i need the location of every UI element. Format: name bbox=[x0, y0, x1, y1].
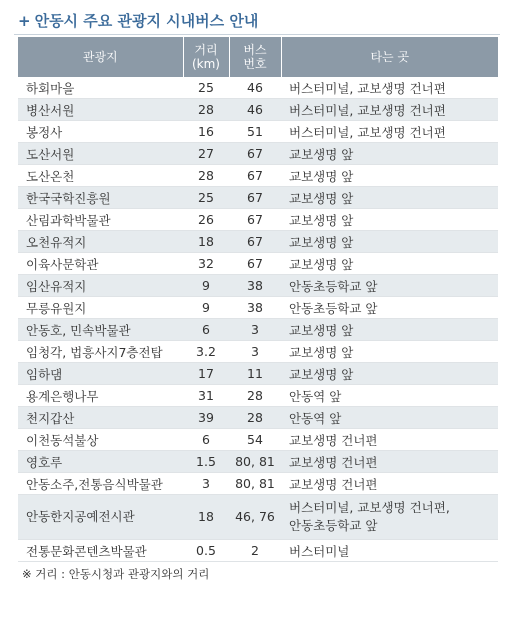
spot-cell: 하회마을 bbox=[18, 77, 183, 99]
page-title bbox=[18, 10, 258, 30]
distance-cell: 6 bbox=[183, 429, 229, 451]
boarding-stop-cell: 버스터미널 bbox=[281, 540, 498, 562]
boarding-stop-cell: 교보생명 앞 bbox=[281, 363, 498, 385]
table-row bbox=[18, 341, 498, 363]
distance-cell: 28 bbox=[183, 99, 229, 121]
bus-number-cell: 51 bbox=[229, 121, 281, 143]
spot-cell: 임산유적지 bbox=[18, 275, 183, 297]
header-spot: 관광지 bbox=[18, 37, 183, 77]
distance-cell: 25 bbox=[183, 187, 229, 209]
distance-cell: 9 bbox=[183, 297, 229, 319]
bus-number-cell: 67 bbox=[229, 231, 281, 253]
distance-cell: 9 bbox=[183, 275, 229, 297]
boarding-stop-cell: 교보생명 앞 bbox=[281, 165, 498, 187]
bus-number-cell: 28 bbox=[229, 385, 281, 407]
distance-cell: 3 bbox=[183, 473, 229, 495]
bus-guide-table bbox=[18, 37, 498, 562]
bus-number-cell: 80, 81 bbox=[229, 451, 281, 473]
distance-cell: 3.2 bbox=[183, 341, 229, 363]
spot-cell: 안동소주,전통음식박물관 bbox=[18, 473, 183, 495]
bus-number-cell: 2 bbox=[229, 540, 281, 562]
boarding-stop-cell: 교보생명 건너편 bbox=[281, 451, 498, 473]
bus-number-cell: 80, 81 bbox=[229, 473, 281, 495]
spot-cell: 한국국학진흥원 bbox=[18, 187, 183, 209]
boarding-stop-cell: 교보생명 건너편 bbox=[281, 429, 498, 451]
title-text: 안동시 주요 관광지 시내버스 안내 bbox=[34, 12, 259, 30]
table-header-row bbox=[18, 37, 498, 77]
table-row bbox=[18, 540, 498, 562]
bus-number-cell: 67 bbox=[229, 253, 281, 275]
bus-number-cell: 38 bbox=[229, 297, 281, 319]
table-row bbox=[18, 143, 498, 165]
table-row bbox=[18, 99, 498, 121]
table-row bbox=[18, 385, 498, 407]
table-row bbox=[18, 495, 498, 540]
boarding-stop-cell: 교보생명 앞 bbox=[281, 341, 498, 363]
title-divider bbox=[14, 34, 500, 35]
boarding-stop-cell: 안동역 앞 bbox=[281, 385, 498, 407]
spot-cell: 안동한지공예전시관 bbox=[18, 495, 183, 540]
header-bus-number: 버스 번호 bbox=[229, 37, 281, 77]
spot-cell: 이육사문학관 bbox=[18, 253, 183, 275]
bus-number-cell: 46, 76 bbox=[229, 495, 281, 540]
table-row bbox=[18, 275, 498, 297]
distance-cell: 18 bbox=[183, 495, 229, 540]
bus-number-cell: 54 bbox=[229, 429, 281, 451]
table-row bbox=[18, 407, 498, 429]
distance-cell: 25 bbox=[183, 77, 229, 99]
boarding-stop-cell: 안동역 앞 bbox=[281, 407, 498, 429]
boarding-stop-cell: 교보생명 건너편 bbox=[281, 473, 498, 495]
bus-number-cell: 38 bbox=[229, 275, 281, 297]
distance-cell: 1.5 bbox=[183, 451, 229, 473]
bus-number-cell: 67 bbox=[229, 209, 281, 231]
spot-cell: 병산서원 bbox=[18, 99, 183, 121]
spot-cell: 이천동석불상 bbox=[18, 429, 183, 451]
table-row bbox=[18, 363, 498, 385]
bus-number-cell: 46 bbox=[229, 99, 281, 121]
bus-number-cell: 67 bbox=[229, 143, 281, 165]
distance-cell: 18 bbox=[183, 231, 229, 253]
boarding-stop-cell: 안동초등학교 앞 bbox=[281, 275, 498, 297]
table-row bbox=[18, 297, 498, 319]
distance-cell: 16 bbox=[183, 121, 229, 143]
boarding-stop-cell: 버스터미널, 교보생명 건너편 bbox=[281, 99, 498, 121]
boarding-stop-cell: 교보생명 앞 bbox=[281, 143, 498, 165]
spot-cell: 용계은행나무 bbox=[18, 385, 183, 407]
distance-cell: 0.5 bbox=[183, 540, 229, 562]
boarding-stop-cell: 버스터미널, 교보생명 건너편 bbox=[281, 121, 498, 143]
table-row bbox=[18, 253, 498, 275]
spot-cell: 영호루 bbox=[18, 451, 183, 473]
distance-cell: 26 bbox=[183, 209, 229, 231]
table-row bbox=[18, 209, 498, 231]
table-row bbox=[18, 319, 498, 341]
bus-number-cell: 46 bbox=[229, 77, 281, 99]
footnote: ※ 거리 : 안동시청과 관광지와의 거리 bbox=[22, 567, 210, 581]
boarding-stop-cell: 버스터미널, 교보생명 건너편 bbox=[281, 77, 498, 99]
bus-number-cell: 67 bbox=[229, 165, 281, 187]
distance-cell: 17 bbox=[183, 363, 229, 385]
boarding-stop-cell: 교보생명 앞 bbox=[281, 231, 498, 253]
bus-number-cell: 3 bbox=[229, 341, 281, 363]
spot-cell: 임청각, 법흥사지7층전탑 bbox=[18, 341, 183, 363]
spot-cell: 임하댐 bbox=[18, 363, 183, 385]
header-boarding-stop: 타는 곳 bbox=[281, 37, 498, 77]
spot-cell: 천지갑산 bbox=[18, 407, 183, 429]
boarding-stop-cell: 교보생명 앞 bbox=[281, 319, 498, 341]
spot-cell: 안동호, 민속박물관 bbox=[18, 319, 183, 341]
table-row bbox=[18, 231, 498, 253]
boarding-stop-cell: 교보생명 앞 bbox=[281, 187, 498, 209]
boarding-stop-cell: 안동초등학교 앞 bbox=[281, 297, 498, 319]
distance-cell: 6 bbox=[183, 319, 229, 341]
spot-cell: 무릉유원지 bbox=[18, 297, 183, 319]
table-row bbox=[18, 451, 498, 473]
bus-number-cell: 28 bbox=[229, 407, 281, 429]
spot-cell: 도산서원 bbox=[18, 143, 183, 165]
plus-icon: + bbox=[18, 12, 31, 30]
boarding-stop-cell: 교보생명 앞 bbox=[281, 253, 498, 275]
distance-cell: 31 bbox=[183, 385, 229, 407]
bus-number-cell: 3 bbox=[229, 319, 281, 341]
bus-number-cell: 67 bbox=[229, 187, 281, 209]
spot-cell: 산림과학박물관 bbox=[18, 209, 183, 231]
table-row bbox=[18, 473, 498, 495]
spot-cell: 전통문화콘텐츠박물관 bbox=[18, 540, 183, 562]
table-row bbox=[18, 429, 498, 451]
spot-cell: 봉정사 bbox=[18, 121, 183, 143]
bus-number-cell: 11 bbox=[229, 363, 281, 385]
distance-cell: 27 bbox=[183, 143, 229, 165]
distance-cell: 28 bbox=[183, 165, 229, 187]
boarding-stop-cell: 버스터미널, 교보생명 건너편, 안동초등학교 앞 bbox=[281, 495, 498, 540]
header-distance: 거리 (km) bbox=[183, 37, 229, 77]
boarding-stop-cell: 교보생명 앞 bbox=[281, 209, 498, 231]
table-row bbox=[18, 121, 498, 143]
table-row bbox=[18, 77, 498, 99]
spot-cell: 오천유적지 bbox=[18, 231, 183, 253]
table-row bbox=[18, 165, 498, 187]
table-row bbox=[18, 187, 498, 209]
table-body bbox=[18, 77, 498, 562]
spot-cell: 도산온천 bbox=[18, 165, 183, 187]
distance-cell: 39 bbox=[183, 407, 229, 429]
distance-cell: 32 bbox=[183, 253, 229, 275]
